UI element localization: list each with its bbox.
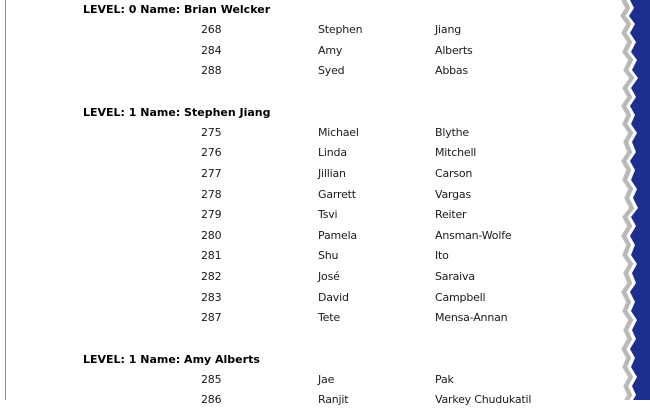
- first-name: Shu: [318, 249, 339, 263]
- employee-row: [83, 308, 623, 329]
- first-name: José: [318, 269, 340, 283]
- level-heading: LEVEL: 0 Name: Brian Welcker: [83, 3, 271, 16]
- last-name: Mitchell: [435, 146, 477, 160]
- employee-id: 288: [201, 64, 222, 78]
- first-name: Garrett: [318, 187, 356, 201]
- first-name: Jae: [318, 372, 335, 386]
- level-heading: LEVEL: 1 Name: Stephen Jiang: [83, 105, 271, 119]
- first-name: Michael: [318, 125, 359, 139]
- first-name: Tsvi: [318, 208, 338, 222]
- employee-id: 285: [201, 372, 222, 386]
- employee-id: 279: [201, 208, 222, 222]
- employee-row: [83, 267, 623, 288]
- employee-row: [83, 246, 623, 267]
- employee-id: 275: [201, 125, 222, 139]
- employee-row: [83, 390, 623, 411]
- last-name: Abbas: [435, 64, 468, 78]
- section-spacer: [83, 329, 623, 350]
- last-name: Alberts: [435, 43, 473, 57]
- last-name: Varkey Chudukatil: [435, 393, 532, 407]
- first-name: Syed: [318, 64, 345, 78]
- employee-id: 277: [201, 166, 222, 180]
- level-section: [83, 103, 623, 329]
- employee-row: [83, 143, 623, 164]
- employee-id: 283: [201, 290, 222, 304]
- employee-row: [83, 20, 623, 41]
- employee-row: [83, 123, 623, 144]
- last-name: Pak: [435, 372, 454, 386]
- first-name: Ranjit: [318, 393, 349, 407]
- employee-id: 280: [201, 228, 222, 242]
- employee-row: [83, 288, 623, 309]
- employee-id: 276: [201, 146, 222, 160]
- last-name: Jiang: [435, 23, 461, 36]
- last-name: Ansman-Wolfe: [435, 228, 512, 242]
- employee-id: 281: [201, 249, 222, 263]
- first-name: Linda: [318, 146, 347, 160]
- employee-row: [83, 61, 623, 82]
- first-name: David: [318, 290, 349, 304]
- last-name: Saraiva: [435, 269, 475, 283]
- employee-row: [83, 226, 623, 247]
- last-name: Reiter: [435, 208, 467, 222]
- employee-id: 286: [201, 393, 222, 407]
- first-name: Stephen: [318, 23, 363, 36]
- last-name: Carson: [435, 166, 473, 180]
- level-section: [83, 350, 623, 411]
- last-name: Blythe: [435, 125, 469, 139]
- level-heading: LEVEL: 1 Name: Amy Alberts: [83, 352, 260, 366]
- employee-row: [83, 185, 623, 206]
- level-section: [83, 0, 623, 82]
- last-name: Ito: [435, 249, 449, 263]
- employee-row: [83, 205, 623, 226]
- hierarchy-report: [83, 0, 623, 411]
- employee-id: 282: [201, 269, 222, 283]
- employee-row: [83, 370, 623, 391]
- employee-row: [83, 164, 623, 185]
- last-name: Campbell: [435, 290, 486, 304]
- last-name: Vargas: [435, 187, 471, 201]
- page-left-edge: [0, 0, 6, 400]
- employee-id: 278: [201, 187, 222, 201]
- last-name: Mensa-Annan: [435, 311, 508, 325]
- first-name: Tete: [318, 311, 340, 325]
- employee-row: [83, 41, 623, 62]
- section-spacer: [83, 82, 623, 103]
- first-name: Amy: [318, 43, 343, 57]
- first-name: Pamela: [318, 228, 357, 242]
- employee-id: 284: [201, 43, 222, 57]
- first-name: Jillian: [318, 166, 346, 180]
- employee-id: 287: [201, 311, 222, 325]
- employee-id: 268: [201, 23, 222, 36]
